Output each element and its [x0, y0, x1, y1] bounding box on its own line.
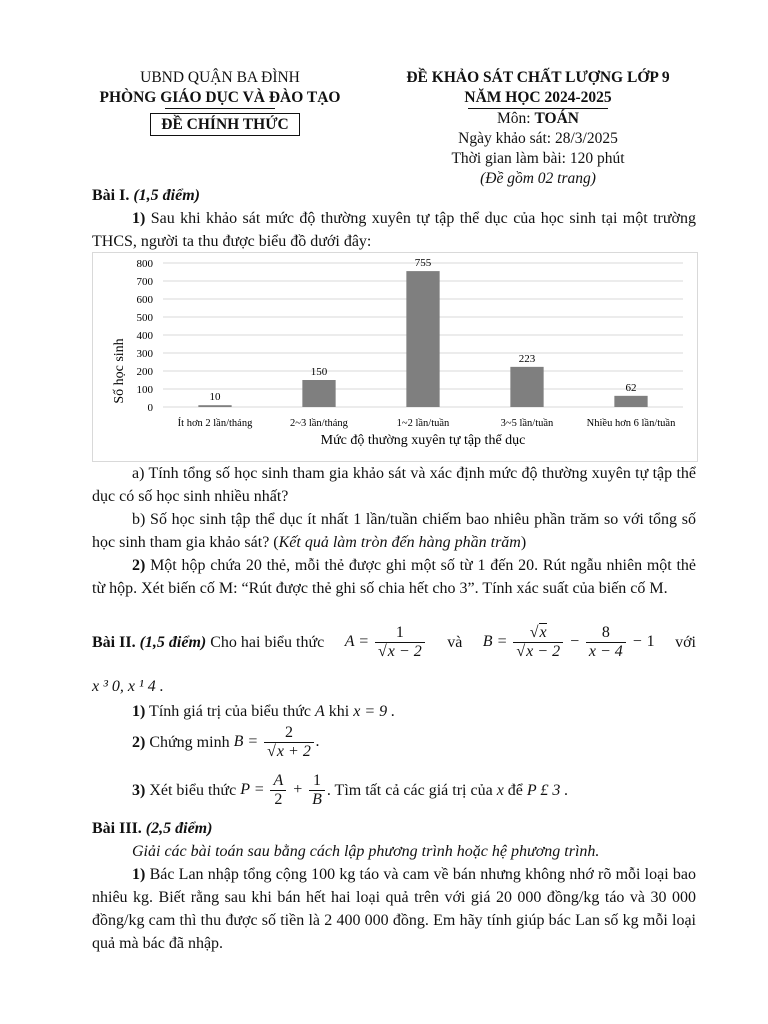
bai1-q1-text: Sau khi khảo sát mức độ thường xuyên tự tập thể dục của học sinh tại một trường THCS, người ta thu được biểu đồ dưới đây:	[92, 210, 697, 250]
bai1-q1	[92, 207, 696, 253]
y-tick-label: 800	[136, 258, 153, 270]
expression-p: P = $\frac{A}{2}$ + $\frac{1}{B}$	[240, 772, 327, 809]
expression-b: B = $\frac{√x}{√x - 2}$ − $\frac{8}{x - 4}$ − 1	[482, 624, 655, 660]
bai2-intro-line	[92, 624, 696, 661]
bai1-qb	[92, 508, 696, 554]
x-tick-label: 3~5 lần/tuần	[500, 418, 554, 429]
bai2-q1-value: x = 9 .	[353, 703, 396, 720]
school-year: NĂM HỌC 2024-2025	[464, 89, 612, 106]
bai1-points: (1,5 điểm)	[133, 187, 200, 204]
bar	[198, 405, 231, 407]
bai1-q2-number: 2)	[132, 557, 146, 574]
bai3-title: Bài III.	[92, 820, 142, 837]
bai2-q1-text: Tính giá trị của biểu thức	[149, 703, 311, 720]
bai1-q1-number: 1)	[132, 210, 146, 227]
x-tick-label: 2~3 lần/tháng	[290, 418, 348, 429]
bai2-q3-number: 3)	[132, 782, 146, 799]
bai1-q2-text: Một hộp chứa 20 thẻ, mỗi thẻ được ghi một số từ 1 đến 20. Rút ngẫu nhiên một thẻ từ hộp. Xét biến cố M: “Rút được thẻ ghi số chia hết cho 3”. Tính xác suất của biến cố M.	[92, 557, 697, 597]
department-name: UBND QUẬN BA ĐÌNH	[140, 69, 300, 86]
bai2-q3-inequality: P £ 3 .	[526, 782, 569, 799]
bai1-title: Bài I.	[92, 187, 130, 204]
bai2-q3-rest: . Tìm tất cả các giá trị của	[326, 782, 493, 799]
y-tick-label: 600	[136, 294, 153, 306]
header-underline	[165, 108, 275, 109]
expression-b-proof: B = $\frac{2}{√x + 2}$ .	[233, 724, 320, 760]
bai2-intro: Cho hai biểu thức	[210, 634, 325, 651]
bar	[406, 271, 439, 407]
y-tick-label: 100	[136, 384, 153, 396]
bai2-q2	[132, 724, 320, 761]
subject-name: TOÁN	[534, 110, 579, 127]
data-label: 150	[310, 366, 328, 378]
y-axis-label: Số học sinh	[112, 338, 127, 404]
chart-container	[92, 252, 698, 462]
x-axis-label: Mức độ thường xuyên tự tập thể dục	[320, 433, 526, 448]
bai1-qb-note: Kết quả làm tròn đến hàng phần trăm	[278, 534, 521, 551]
bai2-condition: x ³ 0, x ¹ 4 .	[92, 678, 164, 695]
bai2-q1-number: 1)	[132, 703, 146, 720]
expression-a: A = $\frac{1}{√x - 2}$	[345, 624, 427, 661]
data-label: 223	[518, 352, 536, 365]
official-label: ĐỀ CHÍNH THỨC	[150, 113, 299, 136]
bai2-q2-text: Chứng minh	[149, 734, 230, 751]
header-left	[75, 68, 365, 109]
data-label: 62	[625, 381, 637, 394]
bai2-q3-text: Xét biểu thức	[149, 782, 237, 799]
bai1-section	[92, 184, 696, 253]
bai2-q3-de: để	[507, 782, 523, 799]
bai3-intro: Giải các bài toán sau bằng cách lập phương trình hoặc hệ phương trình.	[132, 843, 600, 860]
bai2-q1-when: khi	[328, 703, 350, 720]
bai2-q2-number: 2)	[132, 734, 146, 751]
bai1-qb-text: b) Số học sinh tập thể dục ít nhất 1 lần/tuần chiếm bao nhiêu phần trăm so với tổng số học sinh tham gia khảo sát? (	[92, 511, 696, 551]
exam-title: ĐỀ KHẢO SÁT CHẤT LƯỢNG LỚP 9	[406, 69, 670, 86]
bar	[510, 367, 543, 407]
bai3-section	[92, 817, 696, 955]
bar	[614, 396, 647, 407]
header-right	[378, 68, 698, 189]
official-stamp	[150, 115, 300, 135]
page-count: (Đề gồm 02 trang)	[480, 170, 596, 187]
bai2-q1: 1) Tính giá trị của biểu thức A khi x = 9 .	[132, 703, 396, 720]
subject-label: Môn:	[497, 110, 535, 127]
bai3-heading	[92, 817, 696, 840]
bai1-questions	[92, 462, 696, 600]
x-tick-label: Ít hơn 2 lần/tháng	[177, 418, 253, 429]
office-name: PHÒNG GIÁO DỤC VÀ ĐÀO TẠO	[99, 89, 341, 106]
y-tick-label: 700	[136, 276, 153, 288]
data-label: 755	[414, 257, 432, 270]
bai2-points: (1,5 điểm)	[139, 634, 207, 651]
bai1-qb-end: )	[520, 534, 527, 551]
bar-chart	[93, 253, 697, 461]
y-tick-label: 300	[136, 348, 153, 360]
x-tick-label: Nhiều hơn 6 lần/tuần	[586, 418, 676, 429]
subject-line	[378, 109, 698, 129]
bai2-with: với	[675, 634, 696, 651]
bai1-qa: a) Tính tổng số học sinh tham gia khảo sát và xác định mức độ thường xuyên tự tập thể dục có số học sinh nhiều nhất?	[92, 465, 696, 505]
exam-date: Ngày khảo sát: 28/3/2025	[458, 130, 618, 147]
bai2-title: Bài II.	[92, 634, 136, 651]
exam-duration: Thời gian làm bài: 120 phút	[451, 150, 625, 167]
bai2-and: và	[447, 634, 463, 651]
bai1-heading	[92, 184, 696, 207]
y-tick-label: 0	[147, 402, 153, 414]
bai3-q1-text: Bác Lan nhập tổng cộng 100 kg táo và cam về bán nhưng không nhớ rõ mỗi loại bao nhiêu kg. Biết rằng sau khi bán hết hai loại quả trên với giá 20 000 đồng/kg táo và 30 000 đồng/kg cam thì thu được số tiền là 2 400 000 đồng. Em hãy tính giúp bác Lan số kg mỗi loại quả mà bác đã nhập.	[92, 866, 697, 952]
bai1-q2	[92, 554, 696, 600]
bai2-q3: 3) Xét biểu thức P = $\frac{A}{2}$ + $\frac{1}{B}$ . Tìm tất cả các giá trị của x để P £ 3 .	[132, 772, 569, 808]
x-tick-label: 1~2 lần/tuần	[396, 418, 450, 429]
bai3-points: (2,5 điểm)	[145, 820, 213, 837]
y-tick-label: 400	[136, 330, 153, 342]
bar	[302, 380, 335, 407]
bai3-q1-number: 1)	[132, 866, 146, 883]
y-tick-label: 200	[136, 366, 153, 378]
data-label: 10	[209, 391, 221, 404]
bai3-q1	[92, 863, 696, 955]
y-tick-label: 500	[136, 312, 153, 324]
